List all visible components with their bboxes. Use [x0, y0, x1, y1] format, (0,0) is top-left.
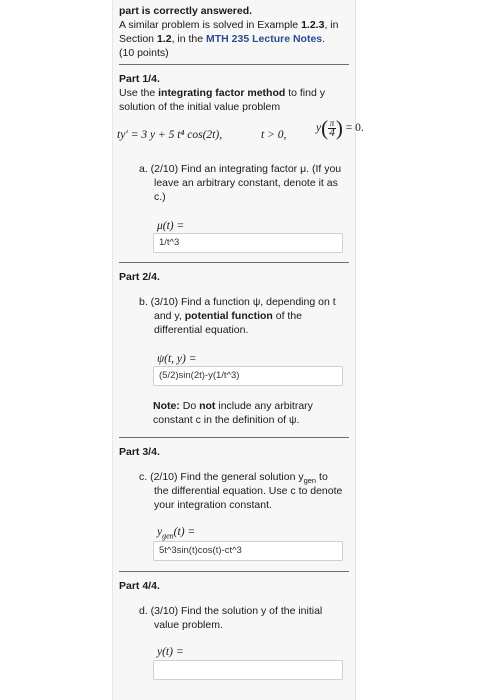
part1-intro-line2: solution of the initial value problem: [119, 101, 281, 113]
intro-text: Use the: [119, 87, 159, 99]
question-text: of the: [272, 310, 303, 322]
note-line1: [153, 399, 313, 413]
problem-panel: [112, 0, 364, 700]
question-b-line3: differential equation.: [154, 324, 249, 336]
section-ref: 1.2: [156, 33, 172, 45]
similar-text: A similar problem is solved in Example: [119, 19, 302, 31]
initial-condition: [316, 118, 364, 146]
question-b-line2: [154, 309, 302, 323]
note-label: Note:: [153, 400, 180, 412]
part1-title: Part 1/4.: [119, 73, 160, 85]
question-d-line2: value problem.: [154, 619, 223, 631]
ode-equation: ty′ = 3 y + 5 t⁴ cos(2t),: [117, 129, 223, 141]
divider: [119, 262, 349, 263]
divider: [119, 571, 349, 572]
question-text: and y,: [154, 310, 185, 322]
divider: [119, 437, 349, 438]
similar-text: .: [322, 33, 326, 45]
similar-problem-line2: [119, 32, 325, 46]
status-text: part is correctly answered.: [119, 5, 253, 17]
ic-rhs: = 0.: [345, 121, 364, 134]
ic-num: π: [329, 117, 335, 128]
paren-close: ): [335, 116, 343, 140]
question-b-line1: b. (3/10) Find a function ψ, depending on t: [139, 296, 336, 308]
intro-text: to find y: [285, 87, 325, 99]
question-text: to: [316, 471, 328, 483]
answer-a-label: μ(t) =: [157, 220, 185, 232]
gen-subscript: gen: [303, 476, 317, 486]
part2-title: Part 2/4.: [119, 271, 160, 283]
note-line2: constant c in the definition of ψ.: [153, 414, 300, 426]
answer-d-input[interactable]: [153, 660, 343, 680]
similar-problem-line1: [119, 18, 338, 32]
question-text: c. (2/10) Find the general solution y: [139, 471, 304, 483]
part4-title: Part 4/4.: [119, 580, 160, 592]
question-c-line3: your integration constant.: [154, 499, 272, 511]
note-text: Do: [179, 400, 200, 412]
ode-condition: t > 0,: [261, 129, 287, 141]
similar-text: , in: [324, 19, 339, 31]
part1-intro: [119, 86, 325, 100]
answer-c-input[interactable]: 5t^3sin(t)cos(t)-ct^3: [153, 541, 343, 561]
question-a-line2: leave an arbitrary constant, denote it as: [154, 177, 338, 189]
ic-fraction: [328, 119, 336, 138]
example-ref: 1.2.3: [301, 19, 325, 31]
similar-text: Section: [119, 33, 157, 45]
question-c-line2: the differential equation. Use c to denote: [154, 485, 343, 497]
lecture-notes-link[interactable]: MTH 235 Lecture Notes: [206, 33, 323, 45]
potential-function-term: potential function: [184, 310, 273, 322]
answer-b-input[interactable]: (5/2)sin(2t)-y(1/t^3): [153, 366, 343, 386]
answer-a-input[interactable]: 1/t^3: [153, 233, 343, 253]
answer-d-label: y(t) =: [157, 646, 184, 658]
question-d-line1: d. (3/10) Find the solution y of the initial: [139, 605, 323, 617]
note-emphasis: not: [199, 400, 216, 412]
note-text: include any arbitrary: [215, 400, 313, 412]
label-rest: (t) =: [173, 526, 196, 538]
question-a-line3: c.): [154, 191, 166, 203]
divider: [119, 64, 349, 65]
paren-open: (: [321, 116, 329, 140]
label-y: y: [157, 526, 163, 538]
question-a-line1: a. (2/10) Find an integrating factor μ. (If you: [139, 163, 342, 175]
answer-b-label: ψ(t, y) =: [157, 353, 197, 365]
points-text: (10 points): [119, 47, 169, 59]
part3-title: Part 3/4.: [119, 446, 160, 458]
label-gen-subscript: gen: [162, 531, 174, 541]
method-name: integrating factor method: [158, 87, 286, 99]
similar-text: , in the: [171, 33, 207, 45]
ic-den: 4: [329, 126, 335, 139]
ic-y: y: [316, 121, 322, 134]
